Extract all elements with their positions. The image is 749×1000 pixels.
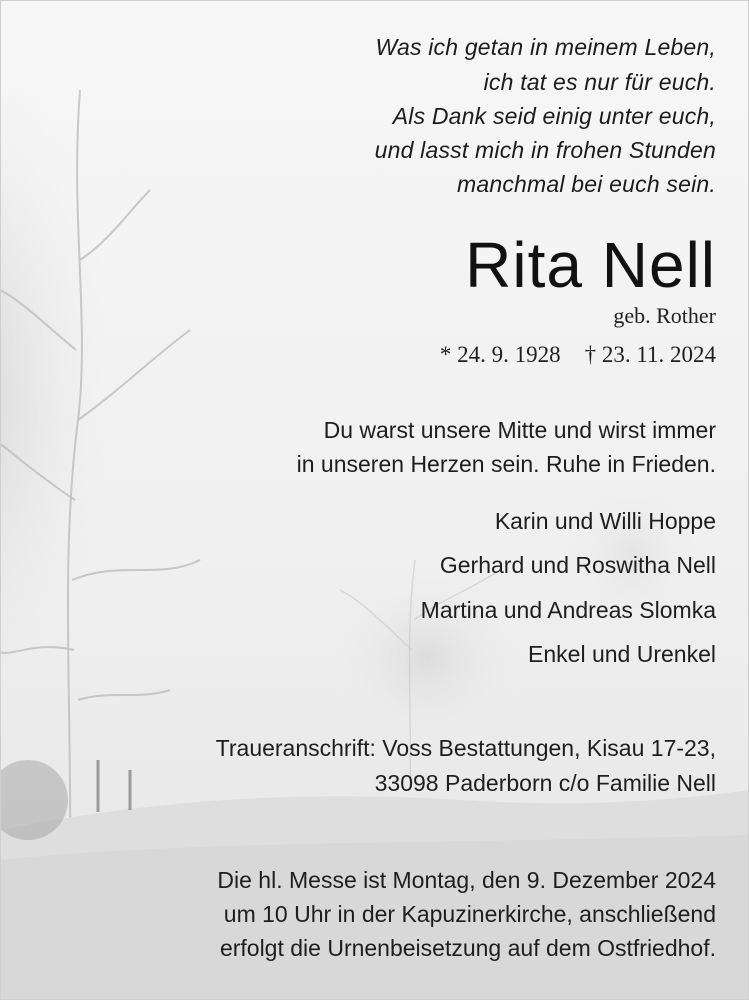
birth-date: * 24. 9. 1928	[439, 342, 561, 367]
mourner-name: Karin und Willi Hoppe	[494, 508, 716, 534]
mourner-name: Gerhard und Roswitha Nell	[439, 552, 716, 578]
service-info-line: erfolgt die Urnenbeisetzung auf dem Ostfriedhof.	[219, 935, 716, 961]
service-info-line: um 10 Uhr in der Kapuzinerkirche, anschließend	[223, 901, 716, 927]
life-dates	[440, 342, 716, 368]
poem-line: manchmal bei euch sein.	[456, 171, 716, 197]
mourner-name: Martina und Andreas Slomka	[420, 597, 716, 623]
maiden-name: geb. Rother	[613, 303, 716, 328]
mourner-name: Enkel und Urenkel	[528, 641, 716, 667]
deceased-name: Rita Nell	[465, 229, 716, 301]
death-date: † 23. 11. 2024	[584, 342, 716, 367]
poem-line: Als Dank seid einig unter euch,	[392, 103, 716, 129]
poem-line: ich tat es nur für euch.	[483, 69, 716, 95]
poem-line: Was ich getan in meinem Leben,	[375, 34, 716, 60]
poem-line: und lasst mich in frohen Stunden	[374, 137, 716, 163]
mourning-address-line: Traueranschrift: Voss Bestattungen, Kisau 17-23,	[215, 735, 716, 761]
service-info-line: Die hl. Messe ist Montag, den 9. Dezember 2024	[217, 867, 716, 893]
tribute-line: in unseren Herzen sein. Ruhe in Frieden.	[296, 451, 716, 477]
mourning-address-line: 33098 Paderborn c/o Familie Nell	[374, 770, 716, 796]
tribute-line: Du warst unsere Mitte und wirst immer	[323, 417, 716, 443]
